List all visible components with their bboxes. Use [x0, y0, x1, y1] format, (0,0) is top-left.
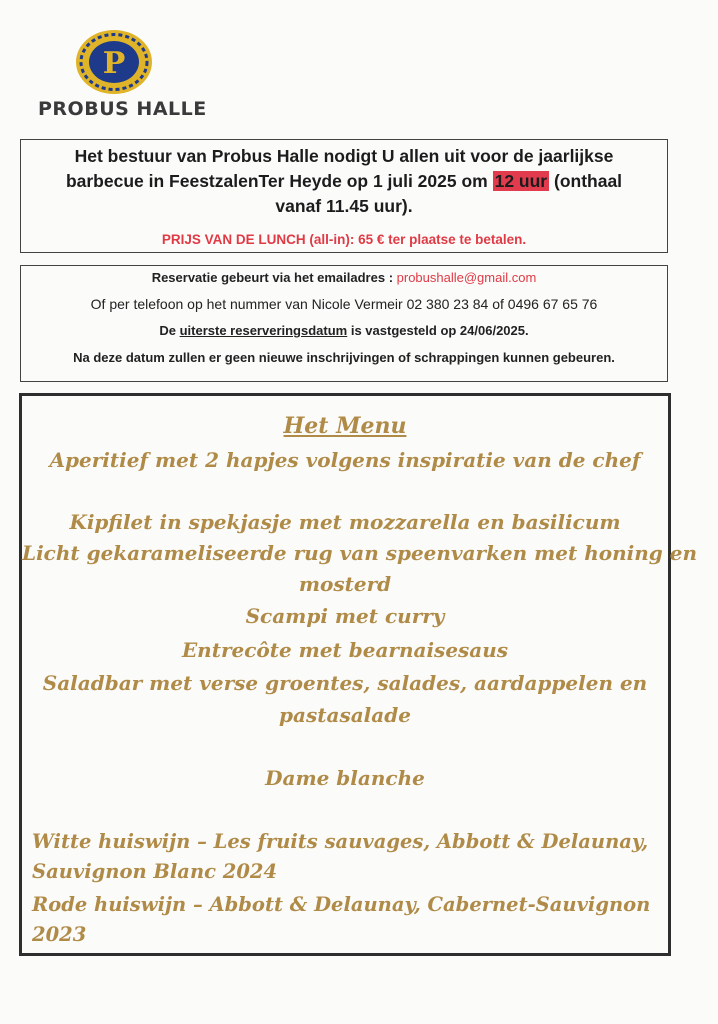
- menu-item-4: Entrecôte met bearnaisesaus: [181, 638, 509, 662]
- menu-dessert: Dame blanche: [265, 766, 425, 790]
- probus-emblem-icon: [74, 28, 154, 96]
- reservation-line-4: Na deze datum zullen er geen nieuwe inschrijvingen of schrappingen kunnen gebeuren.: [73, 350, 615, 365]
- menu-aperitif: Aperitief met 2 hapjes volgens inspiratie van de chef: [49, 448, 641, 472]
- deadline-prefix: De: [159, 323, 180, 338]
- menu-item-3: Scampi met curry: [245, 604, 445, 628]
- reservation-line-2: Of per telefoon op het nummer van Nicole Vermeir 02 380 23 84 of 0496 67 65 76: [90, 296, 598, 312]
- menu-title: Het Menu: [283, 413, 407, 439]
- reservation-line-3: [21, 323, 667, 338]
- invitation-line-2a: barbecue in FeestzalenTer Heyde op 1 juli 2025 om: [65, 171, 493, 191]
- time-highlight: 12 uur: [494, 171, 548, 191]
- wine-white-1: Witte huiswijn – Les fruits sauvages, Abbott & Delaunay,: [32, 830, 649, 853]
- deadline-underlined: uiterste reserveringsdatum: [179, 323, 348, 338]
- deadline-suffix: is vastgesteld op 24/06/2025.: [347, 323, 529, 338]
- price-line: PRIJS VAN DE LUNCH (all-in): 65 € ter plaatse te betalen.: [161, 232, 527, 247]
- logo-letter: P: [102, 46, 126, 81]
- menu-item-1: Kipfilet in spekjasje met mozzarella en basilicum: [69, 510, 621, 534]
- wine-red-2: 2023: [32, 923, 87, 946]
- reservation-label: Reservatie gebeurt via het emailadres :: [151, 270, 397, 285]
- email-link[interactable]: probushalle@gmail.com: [396, 270, 537, 285]
- wine-white-2: Sauvignon Blanc 2024: [32, 860, 278, 883]
- invitation-text: [31, 144, 657, 219]
- menu-item-2a: Licht gekarameliseerde rug van speenvarken met honing en: [22, 541, 698, 565]
- menu-item-5b: pastasalade: [279, 703, 411, 727]
- logo-text: PROBUS HALLE: [38, 98, 207, 120]
- invitation-line-3: vanaf 11.45 uur).: [275, 196, 413, 216]
- menu-item-5a: Saladbar met verse groentes, salades, aardappelen en: [42, 671, 648, 695]
- menu-box: [19, 393, 698, 956]
- invitation-line-2b: (onthaal: [549, 171, 623, 191]
- probus-logo: [36, 28, 207, 124]
- invitation-box: [20, 139, 668, 253]
- reservation-box: [20, 265, 668, 382]
- menu-item-2b: mosterd: [298, 572, 392, 596]
- reservation-line-1: [21, 270, 667, 285]
- invitation-line-1: Het bestuur van Probus Halle nodigt U allen uit voor de jaarlijkse: [74, 146, 614, 166]
- wine-red-1: Rode huiswijn – Abbott & Delaunay, Cabernet-Sauvignon: [32, 893, 651, 916]
